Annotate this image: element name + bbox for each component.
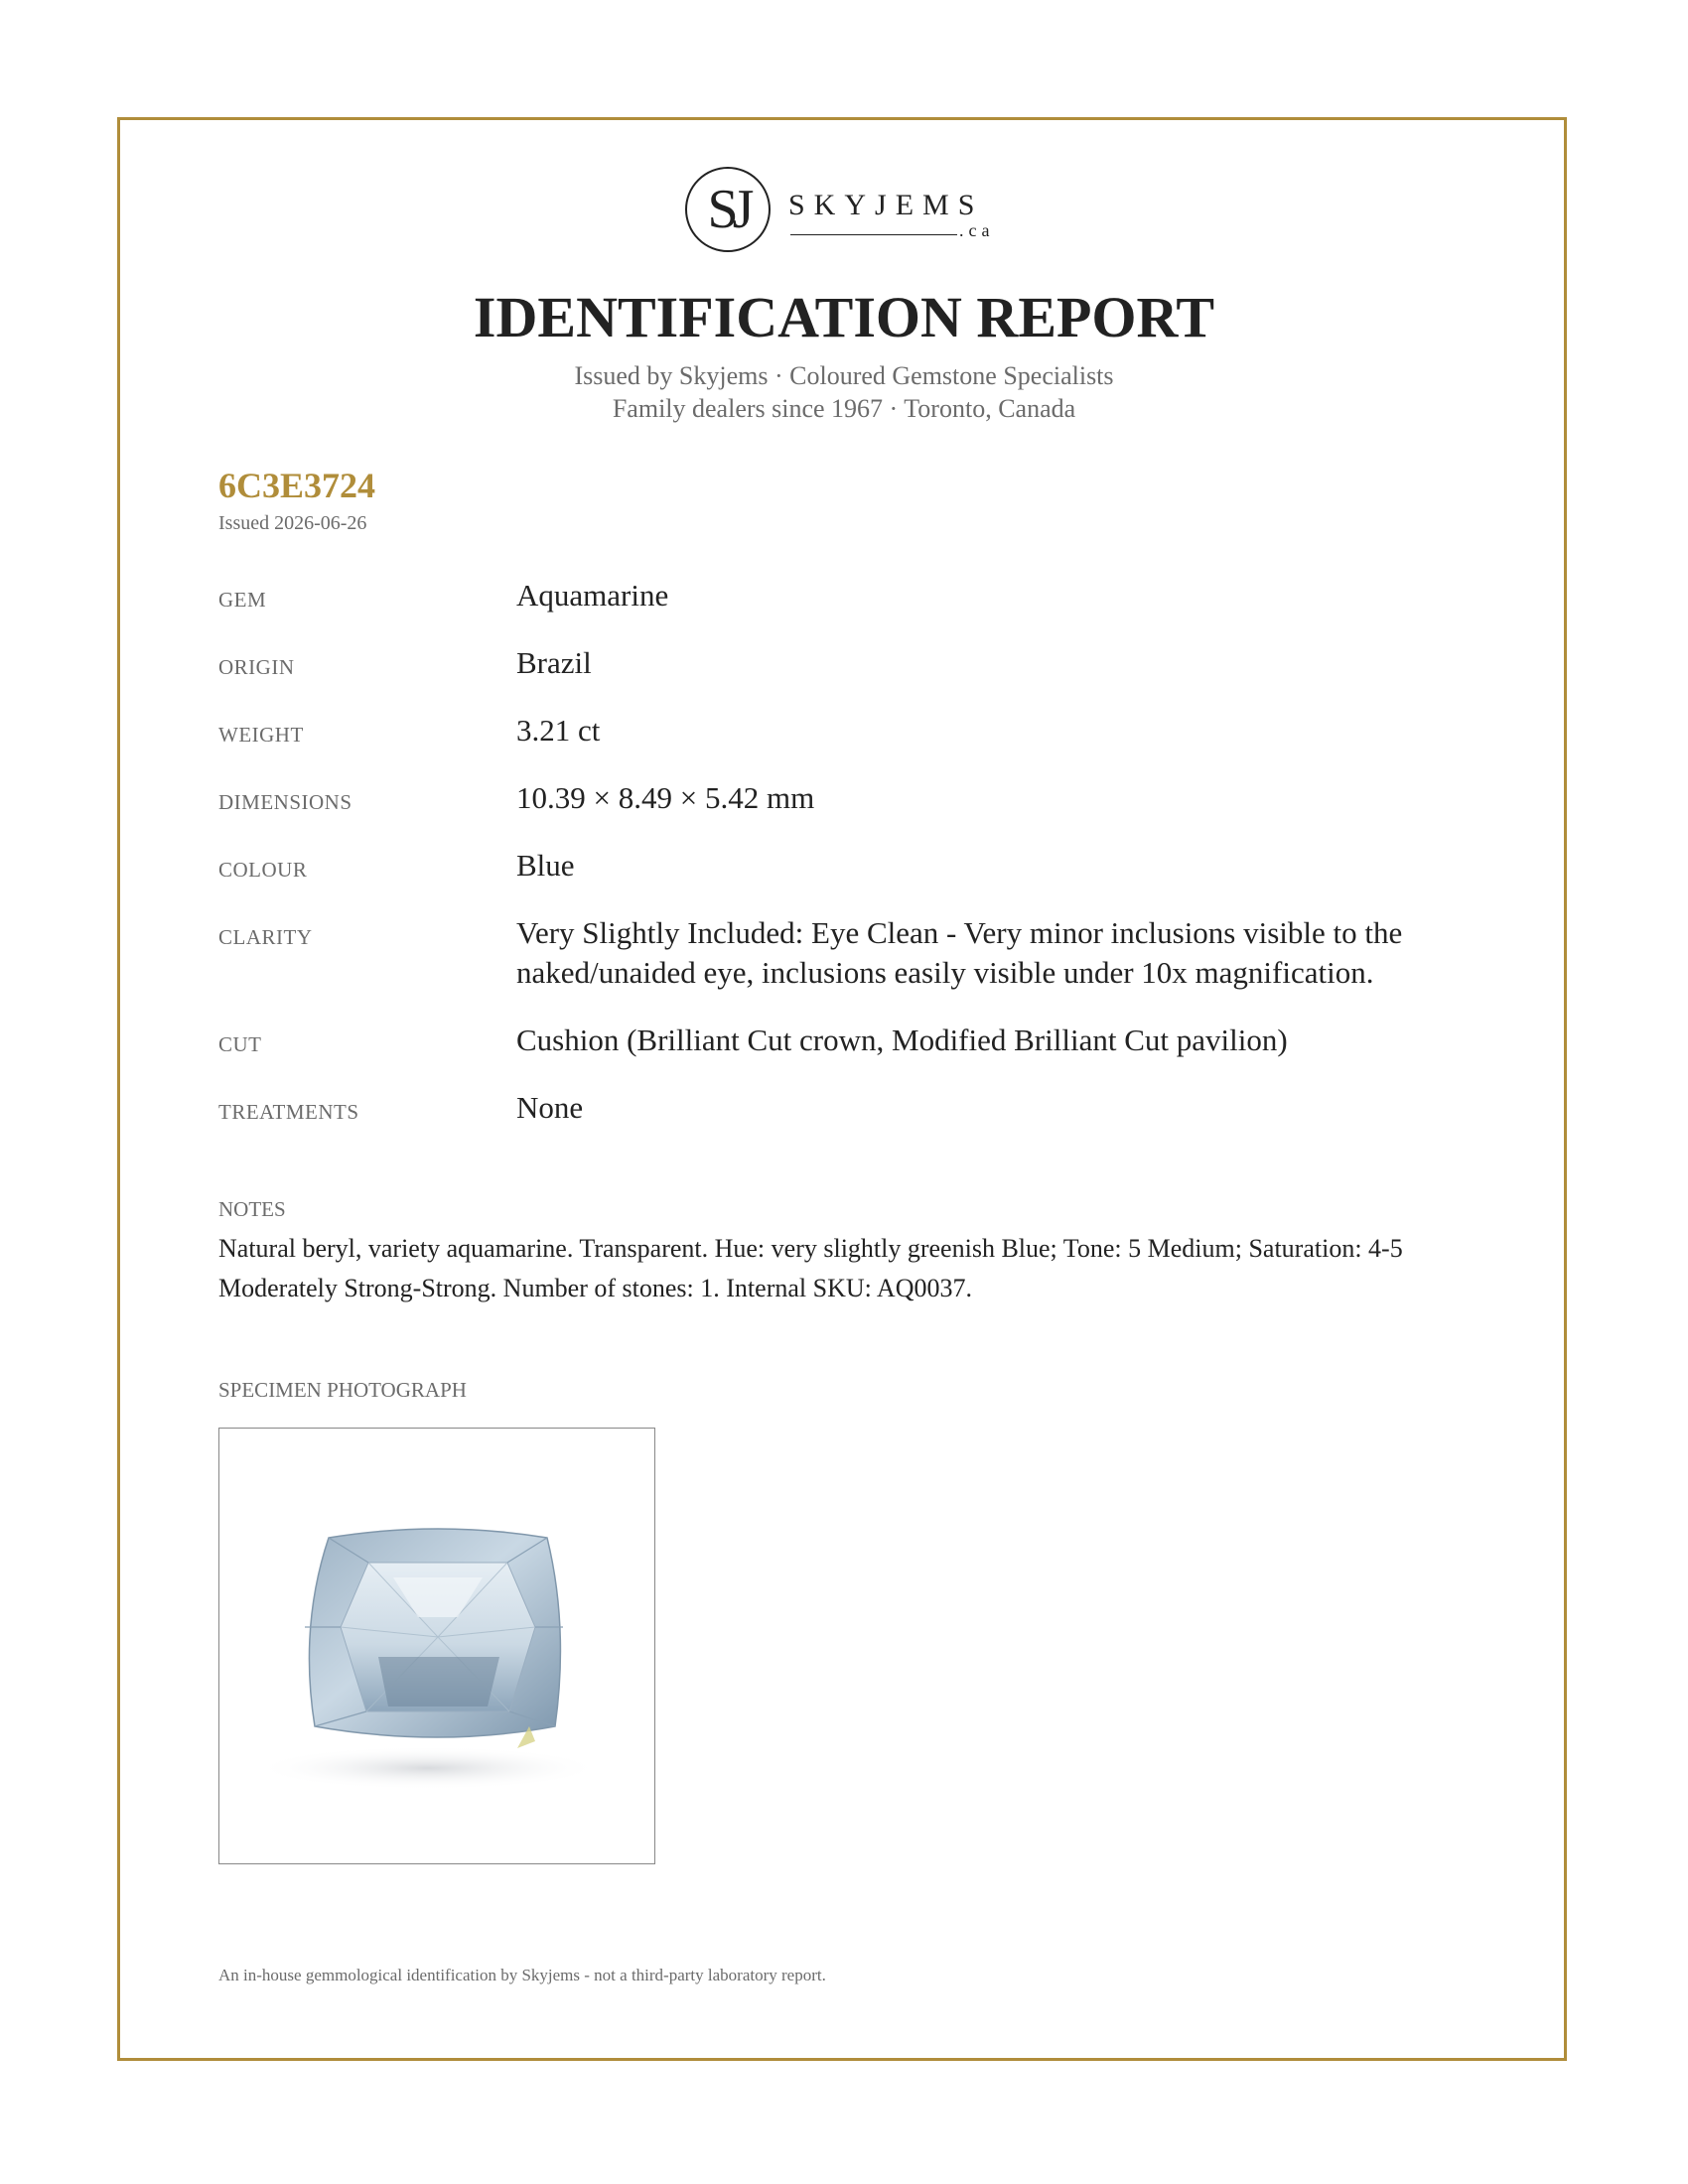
field-value: 3.21 ct	[516, 713, 601, 748]
specimen-photo	[218, 1428, 655, 1864]
field-label: GEM	[218, 588, 267, 612]
footer-disclaimer: An in-house gemmological identification by Skyjems - not a third-party laboratory report.	[218, 1966, 826, 1984]
subtitle-line-1: Issued by Skyjems · Coloured Gemstone Specialists	[574, 361, 1114, 390]
field-row-gem	[218, 576, 1509, 643]
field-row-dimensions	[218, 778, 1509, 846]
field-row-cut	[218, 1021, 1509, 1088]
field-value: Very Slightly Included: Eye Clean - Very minor inclusions visible to the naked/unaided eye, inclusions easily visible under 10x magnification.	[516, 915, 1403, 990]
field-row-colour	[218, 846, 1509, 913]
field-value: Cushion (Brilliant Cut crown, Modified Brilliant Cut pavilion)	[516, 1023, 1288, 1057]
report-id: 6C3E3724	[218, 466, 376, 505]
logo-wordmark: SKYJEMS	[788, 189, 984, 221]
notes-label: NOTES	[218, 1197, 286, 1221]
field-value: 10.39 × 8.49 × 5.42 mm	[516, 780, 815, 815]
field-row-origin	[218, 643, 1509, 711]
field-value: Blue	[516, 848, 575, 883]
field-value: None	[516, 1090, 584, 1125]
field-label: CUT	[218, 1032, 262, 1056]
photo-label: SPECIMEN PHOTOGRAPH	[218, 1378, 467, 1402]
field-label: CLARITY	[218, 925, 313, 949]
issued-date: Issued 2026-06-26	[218, 512, 367, 534]
subtitle-line-2: Family dealers since 1967 · Toronto, Canada	[612, 394, 1076, 423]
logo-rule	[790, 234, 957, 235]
logo-monogram: SJ	[707, 179, 749, 240]
field-row-treatments	[218, 1088, 1509, 1156]
field-label: ORIGIN	[218, 655, 295, 679]
field-label: COLOUR	[218, 858, 308, 882]
skyjems-logo	[685, 163, 1003, 262]
field-value: Brazil	[516, 645, 592, 680]
page-title: IDENTIFICATION REPORT	[473, 285, 1215, 349]
field-row-clarity	[218, 913, 1509, 1021]
field-label: WEIGHT	[218, 723, 304, 747]
field-label: DIMENSIONS	[218, 790, 352, 814]
notes-text: Natural beryl, variety aquamarine. Transparent. Hue: very slightly greenish Blue; Tone: 5 Medium; Saturation: 4-5 Moderately Strong-Strong. Number of stones: 1. Internal SKU: AQ0037.	[218, 1234, 1403, 1302]
field-list	[218, 576, 1509, 1156]
aquamarine-gem-image	[219, 1429, 656, 1865]
field-row-weight	[218, 711, 1509, 778]
logo-domain: .ca	[959, 220, 995, 240]
field-label: TREATMENTS	[218, 1100, 359, 1124]
field-value: Aquamarine	[516, 578, 669, 613]
